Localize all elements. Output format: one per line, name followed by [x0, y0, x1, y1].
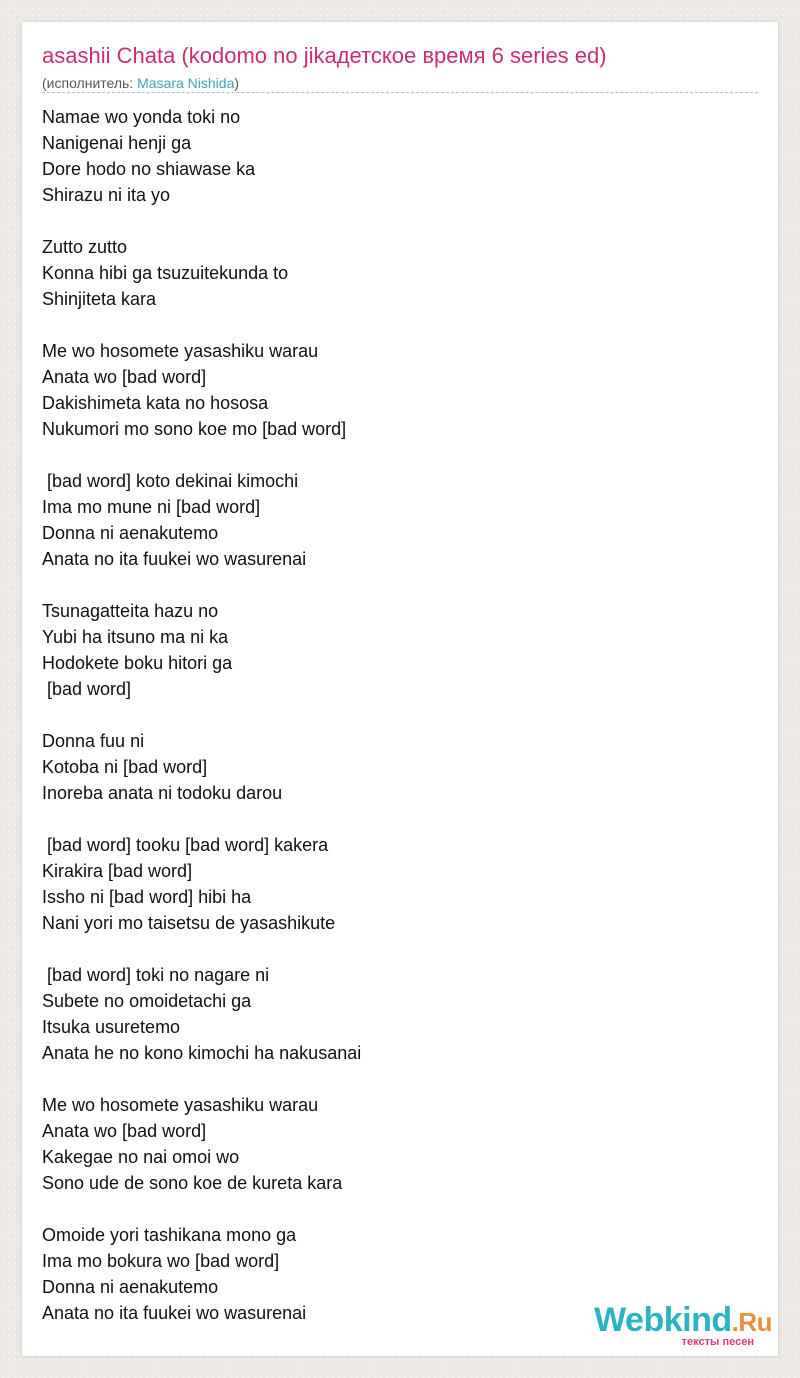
lyric-line: Ima mo bokura wo [bad word]	[42, 1251, 280, 1271]
site-logo[interactable]	[594, 1303, 772, 1348]
page-title: asashii Chata (kodomo no jikaдетское время 6 series ed)	[42, 43, 607, 68]
lyric-line: Hodokete boku hitori ga	[42, 653, 233, 673]
lyric-line: Sono ude de sono koe de kureta kara	[42, 1173, 343, 1193]
lyric-line: Namae wo yonda toki no	[42, 107, 241, 127]
lyric-line: Donna ni aenakutemo	[42, 1277, 219, 1297]
lyric-line: [bad word] tooku [bad word] kakera	[42, 835, 329, 855]
lyric-line: Anata wo [bad word]	[42, 1121, 207, 1141]
lyric-line: Issho ni [bad word] hibi ha	[42, 887, 252, 907]
content-card	[22, 22, 778, 1356]
logo-suffix-text: .Ru	[731, 1307, 772, 1337]
lyric-line: Yubi ha itsuno ma ni ka	[42, 627, 229, 647]
lyric-line: Nani yori mo taisetsu de yasashikute	[42, 913, 336, 933]
lyric-line: Donna fuu ni	[42, 731, 145, 751]
lyrics-stanza	[42, 468, 742, 572]
lyric-line: Anata wo [bad word]	[42, 367, 207, 387]
header-divider	[42, 92, 758, 93]
lyric-line: Kirakira [bad word]	[42, 861, 193, 881]
lyrics-stanza	[42, 728, 742, 806]
lyric-line: Tsunagatteita hazu no	[42, 601, 219, 621]
lyric-line: [bad word] toki no nagare ni	[42, 965, 270, 985]
lyric-line: Me wo hosomete yasashiku warau	[42, 1095, 319, 1115]
lyric-line: Anata no ita fuukei wo wasurenai	[42, 1303, 307, 1323]
lyrics-stanza	[42, 104, 742, 208]
lyric-line: Omoide yori tashikana mono ga	[42, 1225, 297, 1245]
lyric-line: Ima mo mune ni [bad word]	[42, 497, 261, 517]
lyric-line: Nanigenai henji ga	[42, 133, 192, 153]
lyrics-body	[42, 104, 742, 1352]
lyrics-stanza	[42, 598, 742, 702]
lyrics-stanza	[42, 962, 742, 1066]
logo-main-text: Webkind	[594, 1301, 732, 1339]
lyric-line: Donna ni aenakutemo	[42, 523, 219, 543]
performer-line	[42, 74, 239, 92]
lyric-line: Dakishimeta kata no hososa	[42, 393, 269, 413]
performer-suffix: )	[234, 75, 240, 91]
lyric-line: Subete no omoidetachi ga	[42, 991, 252, 1011]
lyric-line: Dore hodo no shiawase ka	[42, 159, 256, 179]
artist-link[interactable]: Masara Nishida	[137, 75, 235, 91]
lyric-line: Shinjiteta kara	[42, 289, 157, 309]
performer-prefix: (исполнитель:	[42, 75, 138, 91]
lyric-line: Anata he no kono kimochi ha nakusanai	[42, 1043, 362, 1063]
lyric-line: Kotoba ni [bad word]	[42, 757, 208, 777]
lyrics-stanza	[42, 338, 742, 442]
lyric-line: [bad word]	[42, 679, 132, 699]
lyrics-stanza	[42, 832, 742, 936]
lyric-line: Itsuka usuretemo	[42, 1017, 181, 1037]
lyric-line: [bad word] koto dekinai kimochi	[42, 471, 299, 491]
lyric-line: Zutto zutto	[42, 237, 128, 257]
lyric-line: Inoreba anata ni todoku darou	[42, 783, 283, 803]
logo-wordmark	[594, 1303, 772, 1339]
lyric-line: Nukumori mo sono koe mo [bad word]	[42, 419, 347, 439]
lyric-line: Shirazu ni ita yo	[42, 185, 171, 205]
lyrics-stanza	[42, 234, 742, 312]
logo-tagline: тексты песен	[681, 1336, 754, 1348]
lyric-line: Me wo hosomete yasashiku warau	[42, 341, 319, 361]
lyric-line: Konna hibi ga tsuzuitekunda to	[42, 263, 289, 283]
lyric-line: Kakegae no nai omoi wo	[42, 1147, 240, 1167]
lyrics-stanza	[42, 1092, 742, 1196]
lyric-line: Anata no ita fuukei wo wasurenai	[42, 549, 307, 569]
